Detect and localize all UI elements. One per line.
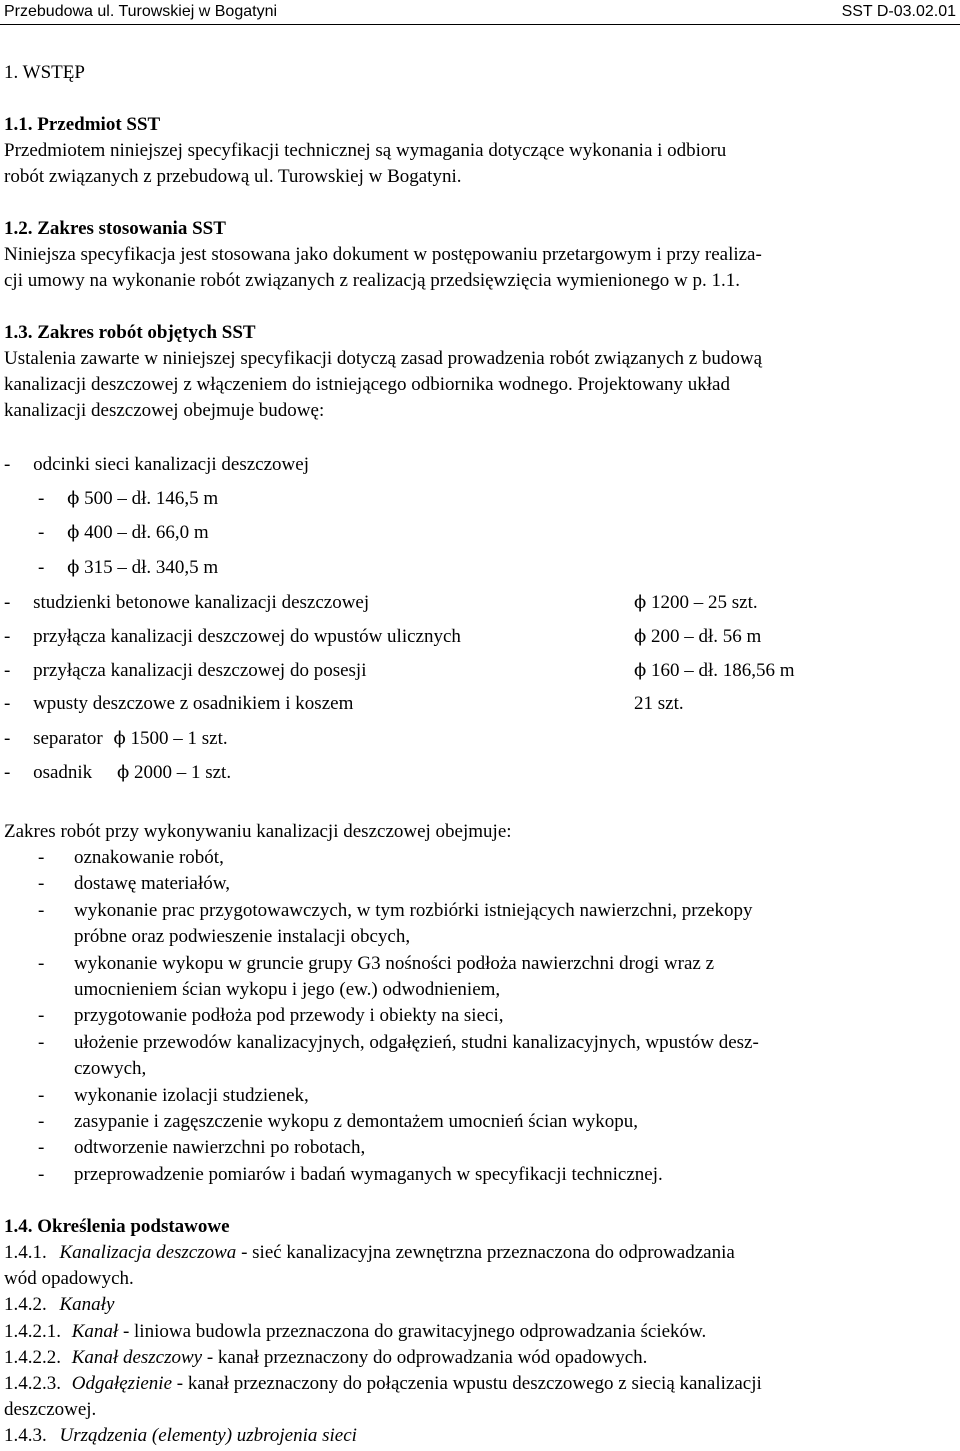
paragraph-1-2-line: Niniejsza specyfikacja jest stosowana jako dokument w postępowaniu przetargowym i przy realiza- xyxy=(4,244,762,265)
scope-row-value xyxy=(634,624,761,650)
scope-row-value-text: 200 – dł. 56 m xyxy=(651,626,762,647)
definition-1-4-1 xyxy=(4,1240,735,1266)
diameter-symbol: ϕ xyxy=(67,522,80,543)
definition-term: Odgałęzienie xyxy=(71,1373,173,1394)
list-dash: - xyxy=(38,1111,45,1132)
definition-number: 1.4.3. xyxy=(4,1425,47,1446)
header-spec-code: SST D-03.02.01 xyxy=(841,3,956,20)
list-dash: - xyxy=(38,847,45,868)
definition-term: Kanał xyxy=(71,1321,119,1342)
scope-row-label: wpusty deszczowe z osadnikiem i koszem xyxy=(33,693,354,714)
settler-label: osadnik xyxy=(33,762,93,783)
works-list-item: umocnieniem ścian wykopu i jego (ew.) odwodnieniem, xyxy=(74,979,501,1000)
diameter-symbol: ϕ xyxy=(67,488,80,509)
works-list-item: dostawę materiałów, xyxy=(74,873,230,894)
scope-row-label: przyłącza kanalizacji deszczowej do posesji xyxy=(33,660,367,681)
list-dash: - xyxy=(38,488,45,509)
header-project-title: Przebudowa ul. Turowskiej w Bogatyni xyxy=(4,3,278,20)
scope-row xyxy=(4,590,369,616)
diameter-symbol: ϕ xyxy=(113,728,126,749)
section-heading-wstep: 1. WSTĘP xyxy=(4,62,85,83)
works-list-item: ułożenie przewodów kanalizacyjnych, odgałęzień, studni kanalizacyjnych, wpustów desz- xyxy=(74,1032,759,1053)
list-dash: - xyxy=(4,728,11,749)
scope-row-value-text: 21 szt. xyxy=(634,693,684,714)
scope-settler-row xyxy=(4,760,231,786)
pipe-diameter-item xyxy=(38,555,218,581)
separator-value: 1500 – 1 szt. xyxy=(130,728,228,749)
scope-row xyxy=(4,658,366,684)
diameter-symbol: ϕ xyxy=(116,762,130,783)
definition-1-4-3 xyxy=(4,1423,357,1449)
settler-value: 2000 – 1 szt. xyxy=(133,762,232,783)
pipe-diameter-text: 315 – dł. 340,5 m xyxy=(84,557,219,578)
pipe-diameter-item xyxy=(38,520,209,546)
definition-term: Kanalizacja deszczowa xyxy=(59,1242,237,1263)
definition-text: - kanał przeznaczony do odprowadzania wód opadowych. xyxy=(202,1347,648,1368)
list-dash: - xyxy=(4,762,11,783)
definition-number: 1.4.2.3. xyxy=(4,1373,61,1394)
list-item-label: odcinki sieci kanalizacji deszczowej xyxy=(33,454,309,475)
heading-1-3: 1.3. Zakres robót objętych SST xyxy=(4,322,256,343)
paragraph-1-3-line: kanalizacji deszczowej z włączeniem do istniejącego odbiornika wodnego. Projektowany układ xyxy=(4,374,730,395)
diameter-symbol: ϕ xyxy=(67,557,80,578)
list-dash: - xyxy=(38,522,45,543)
heading-1-4: 1.4. Określenia podstawowe xyxy=(4,1216,230,1237)
scope-row-value xyxy=(634,590,758,616)
heading-1-2: 1.2. Zakres stosowania SST xyxy=(4,218,226,239)
list-dash: - xyxy=(38,557,45,578)
pipe-diameter-text: 500 – dł. 146,5 m xyxy=(84,488,219,509)
works-list-item: wykonanie izolacji studzienek, xyxy=(74,1085,309,1106)
works-list-item: przeprowadzenie pomiarów i badań wymaganych w specyfikacji technicznej. xyxy=(74,1164,663,1185)
diameter-symbol: ϕ xyxy=(634,592,647,613)
scope-row-value xyxy=(634,691,684,717)
diameter-symbol: ϕ xyxy=(634,660,647,681)
scope-row-value-text: 160 – dł. 186,56 m xyxy=(651,660,795,681)
paragraph-1-2-line: cji umowy na wykonanie robót związanych z realizacją przedsięwzięcia wymienionego w p. 1.1. xyxy=(4,270,740,291)
list-dash: - xyxy=(38,1137,45,1158)
list-dash: - xyxy=(4,660,11,681)
works-list-item: oznakowanie robót, xyxy=(74,847,224,868)
scope-row-value xyxy=(634,658,795,684)
works-intro: Zakres robót przy wykonywaniu kanalizacji deszczowej obejmuje: xyxy=(4,821,512,842)
pipe-diameter-text: 400 – dł. 66,0 m xyxy=(84,522,209,543)
paragraph-1-3-line: kanalizacji deszczowej obejmuje budowę: xyxy=(4,400,325,421)
definition-number: 1.4.2.1. xyxy=(4,1321,61,1342)
paragraph-1-3-line: Ustalenia zawarte w niniejszej specyfikacji dotyczą zasad prowadzenia robót związanych z budową xyxy=(4,348,763,369)
definition-1-4-2-2 xyxy=(4,1345,647,1371)
list-dash: - xyxy=(4,626,11,647)
definition-text: - kanał przeznaczony do połączenia wpustu deszczowego z siecią kanalizacji xyxy=(172,1373,762,1394)
paragraph-1-1-line: robót związanych z przebudową ul. Turowskiej w Bogatyni. xyxy=(4,166,462,187)
diameter-symbol: ϕ xyxy=(634,626,647,647)
scope-row xyxy=(4,624,461,650)
definition-number: 1.4.2. xyxy=(4,1294,47,1315)
works-list-item: odtworzenie nawierzchni po robotach, xyxy=(74,1137,366,1158)
pipe-diameter-item xyxy=(38,486,218,512)
list-dash: - xyxy=(4,454,11,475)
heading-1-1: 1.1. Przedmiot SST xyxy=(4,114,161,135)
scope-row-label: studzienki betonowe kanalizacji deszczowej xyxy=(33,592,370,613)
definition-term: Kanały xyxy=(59,1294,115,1315)
scope-row-value-text: 1200 – 25 szt. xyxy=(651,592,758,613)
works-list-item: próbne oraz podwieszenie instalacji obcych, xyxy=(74,926,411,947)
separator-label: separator xyxy=(33,728,103,749)
works-list-item: wykonanie wykopu w gruncie grupy G3 nośności podłoża nawierzchni drogi wraz z xyxy=(74,953,715,974)
list-dash: - xyxy=(38,1032,45,1053)
list-dash: - xyxy=(38,953,45,974)
definition-1-4-2 xyxy=(4,1292,114,1318)
list-dash: - xyxy=(38,900,45,921)
scope-row xyxy=(4,691,353,717)
works-list-item: zasypanie i zagęszczenie wykopu z demontażem umocnień ścian wykopu, xyxy=(74,1111,638,1132)
list-dash: - xyxy=(38,1164,45,1185)
definition-continuation: wód opadowych. xyxy=(4,1268,134,1289)
definition-text: - sieć kanalizacyjna zewnętrzna przeznaczona do odprowadzania xyxy=(236,1242,735,1263)
scope-row-label: przyłącza kanalizacji deszczowej do wpustów ulicznych xyxy=(33,626,461,647)
list-dash: - xyxy=(38,1005,45,1026)
definition-1-4-2-1 xyxy=(4,1319,706,1345)
definition-1-4-2-3 xyxy=(4,1371,762,1397)
definition-term: Urządzenia (elementy) uzbrojenia sieci xyxy=(59,1425,357,1446)
definition-text: - liniowa budowla przeznaczona do grawitacyjnego odprowadzania ścieków. xyxy=(118,1321,707,1342)
list-dash: - xyxy=(38,873,45,894)
list-dash: - xyxy=(4,693,11,714)
list-dash: - xyxy=(38,1085,45,1106)
works-list-item: przygotowanie podłoża pod przewody i obiekty na sieci, xyxy=(74,1005,504,1026)
list-item-sewer-sections xyxy=(4,452,309,478)
list-dash: - xyxy=(4,592,11,613)
definition-continuation: deszczowej. xyxy=(4,1399,97,1420)
paragraph-1-1-line: Przedmiotem niniejszej specyfikacji technicznej są wymagania dotyczące wykonania i odbioru xyxy=(4,140,727,161)
works-list-item: wykonanie prac przygotowawczych, w tym rozbiórki istniejących nawierzchni, przekopy xyxy=(74,900,753,921)
definition-term: Kanał deszczowy xyxy=(71,1347,203,1368)
works-list-item: czowych, xyxy=(74,1058,147,1079)
scope-separator-row xyxy=(4,726,228,752)
page-header xyxy=(0,0,960,25)
definition-number: 1.4.2.2. xyxy=(4,1347,61,1368)
definition-number: 1.4.1. xyxy=(4,1242,47,1263)
